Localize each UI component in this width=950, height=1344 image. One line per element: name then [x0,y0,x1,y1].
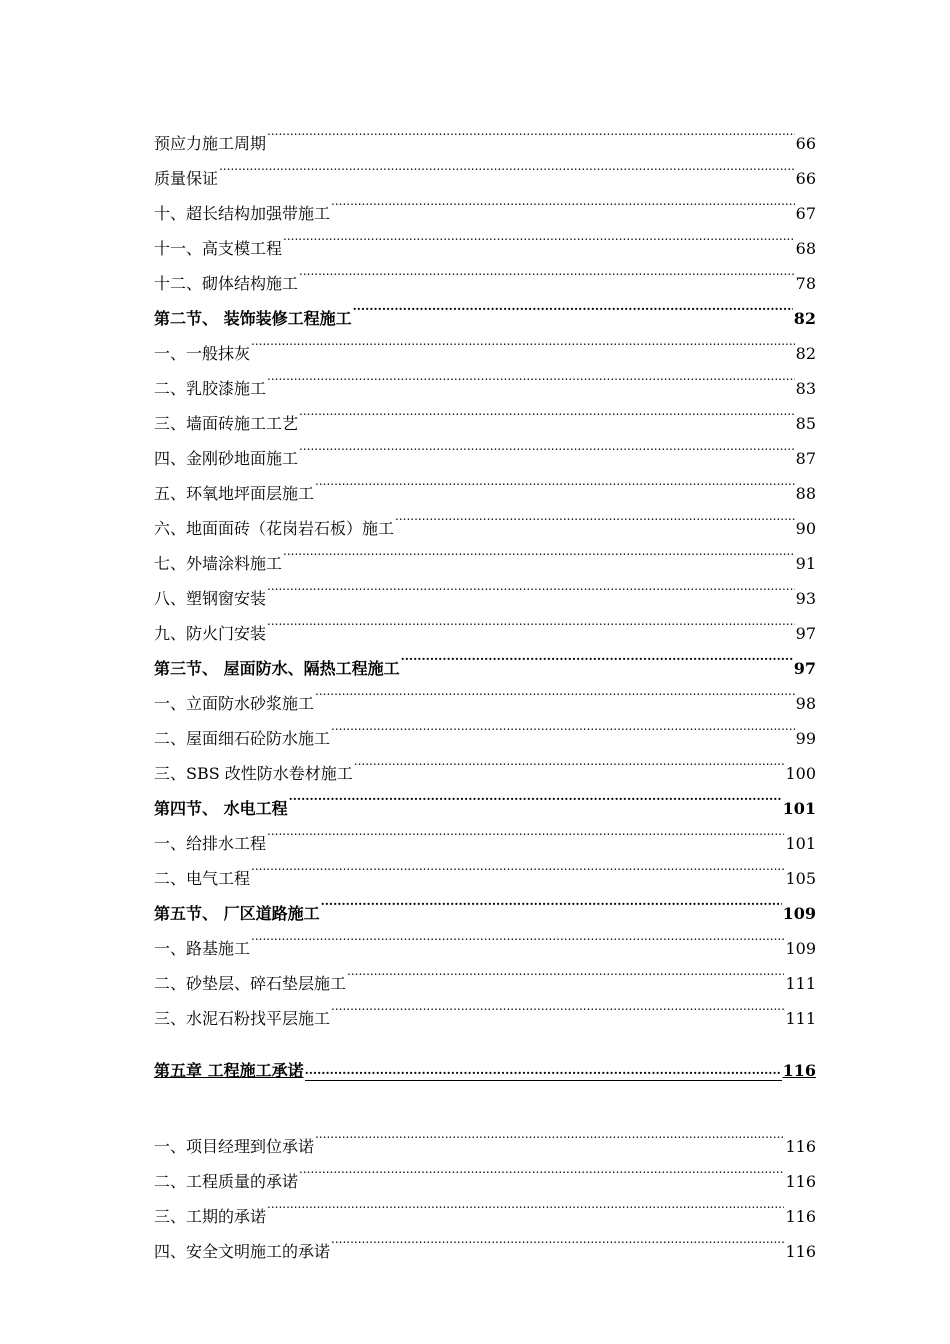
toc-entry-title: 三、工期的承诺 [154,1207,267,1226]
toc-entry-title: 一、一般抹灰 [154,344,251,363]
toc-entry-title: 十、超长结构加强带施工 [154,204,331,223]
toc-entry[interactable] [154,184,816,223]
toc-dot-leader [267,604,795,639]
toc-entry-page-number: 97 [793,659,816,678]
toc-entry-title: 三、水泥石粉找平层施工 [154,1009,331,1028]
toc-entry[interactable] [154,849,816,888]
toc-dot-leader [267,114,795,149]
toc-entry-title: 二、乳胶漆施工 [154,379,267,398]
toc-entry-title: 第五节、 厂区道路施工 [154,904,320,923]
toc-entry-page-number: 99 [795,729,816,748]
toc-entry-title: 二、屋面细石砼防水施工 [154,729,331,748]
toc-dot-leader [353,289,793,324]
toc-dot-leader [315,674,795,709]
toc-entry-title: 一、给排水工程 [154,834,267,853]
toc-entry-page-number: 111 [785,1009,816,1028]
toc-entry-title: 六、地面面砖（花岗岩石板）施工 [154,519,395,538]
toc-dot-leader [251,324,795,359]
toc-entry-title: 八、塑钢窗安装 [154,589,267,608]
toc-dot-leader [331,709,795,744]
toc-entry-title: 四、金刚砂地面施工 [154,449,299,468]
toc-entry[interactable] [154,919,816,958]
toc-dot-leader [283,219,795,254]
toc-dot-leader [331,184,795,219]
toc-entry-title: 预应力施工周期 [154,134,267,153]
toc-entry-title: 九、防火门安装 [154,624,267,643]
toc-dot-leader [267,814,784,849]
toc-dot-leader [299,429,795,464]
toc-entry-page-number: 83 [795,379,816,398]
toc-entry-page-number: 91 [795,554,816,573]
toc-dot-leader [251,849,784,884]
toc-entry-page-number: 90 [795,519,816,538]
toc-section-entry[interactable] [154,884,816,923]
table-of-contents [154,114,816,1261]
toc-dot-leader [219,149,795,184]
toc-entry-page-number: 116 [785,1242,816,1261]
toc-entry-page-number: 82 [793,309,816,328]
toc-dot-leader [395,499,795,534]
toc-entry-title: 二、砂垫层、碎石垫层施工 [154,974,347,993]
toc-entry-title: 一、路基施工 [154,939,251,958]
toc-entry-page-number: 93 [795,589,816,608]
toc-entry-page-number: 87 [795,449,816,468]
toc-entry[interactable] [154,324,816,363]
toc-dot-leader [267,359,795,394]
toc-entry[interactable] [154,1117,816,1156]
toc-dot-leader [401,639,793,674]
toc-entry-page-number: 97 [795,624,816,643]
toc-dot-leader [347,954,784,989]
toc-dot-leader [315,464,795,499]
toc-entry-page-number: 101 [785,834,816,853]
toc-entry-title: 三、SBS 改性防水卷材施工 [154,764,353,783]
toc-entry-page-number: 109 [785,939,816,958]
toc-dot-leader [299,254,795,289]
toc-entry-title: 十一、高支模工程 [154,239,283,258]
toc-dot-leader [354,744,785,779]
toc-dot-leader [321,884,782,919]
toc-entry-title: 二、工程质量的承诺 [154,1172,299,1191]
toc-entry-page-number: 66 [795,134,816,153]
toc-entry-page-number: 116 [782,1061,816,1080]
toc-dot-leader [267,569,795,604]
toc-dot-leader [283,534,795,569]
toc-entry-title: 四、安全文明施工的承诺 [154,1242,331,1261]
toc-entry-page-number: 100 [785,764,816,783]
toc-entry-title: 七、外墙涂料施工 [154,554,283,573]
toc-entry-title: 十二、砌体结构施工 [154,274,299,293]
toc-entry-title: 第三节、 屋面防水、隔热工程施工 [154,659,400,678]
toc-chapter-entry[interactable] [154,1053,816,1088]
toc-entry-page-number: 105 [785,869,816,888]
toc-entry-title: 一、立面防水砂浆施工 [154,694,315,713]
toc-entry-title: 一、项目经理到位承诺 [154,1137,315,1156]
toc-entry[interactable] [154,114,816,153]
toc-dot-leader [331,989,784,1024]
toc-entry-title: 三、墙面砖施工工艺 [154,414,299,433]
toc-entry-title: 第四节、 水电工程 [154,799,288,818]
toc-dot-leader [299,394,795,429]
toc-dot-leader [251,919,784,954]
toc-dot-leader [267,1187,784,1222]
toc-entry-page-number: 78 [795,274,816,293]
toc-entry-title: 质量保证 [154,169,219,188]
toc-entry-title: 二、电气工程 [154,869,251,888]
toc-entry-page-number: 109 [782,904,816,923]
toc-entry-page-number: 116 [785,1172,816,1191]
toc-entry-page-number: 116 [785,1207,816,1226]
toc-dot-leader [289,779,782,814]
toc-entry-title: 五、环氧地坪面层施工 [154,484,315,503]
toc-entry[interactable] [154,359,816,398]
toc-entry-page-number: 66 [795,169,816,188]
toc-entry-title: 第二节、 装饰装修工程施工 [154,309,352,328]
toc-entry-page-number: 101 [782,799,816,818]
toc-entry-page-number: 111 [785,974,816,993]
toc-entry-page-number: 68 [795,239,816,258]
toc-dot-leader [299,1152,784,1187]
toc-entry-page-number: 98 [795,694,816,713]
toc-entry-page-number: 82 [795,344,816,363]
toc-entry[interactable] [154,954,816,993]
toc-entry-title: 第五章 工程施工承诺 [154,1061,304,1080]
toc-dot-leader [305,1053,782,1081]
toc-dot-leader [315,1117,784,1152]
toc-entry-page-number: 85 [795,414,816,433]
toc-entry-page-number: 116 [785,1137,816,1156]
toc-entry[interactable] [154,149,816,188]
toc-entry-page-number: 67 [795,204,816,223]
toc-dot-leader [331,1222,784,1257]
toc-entry-page-number: 88 [795,484,816,503]
